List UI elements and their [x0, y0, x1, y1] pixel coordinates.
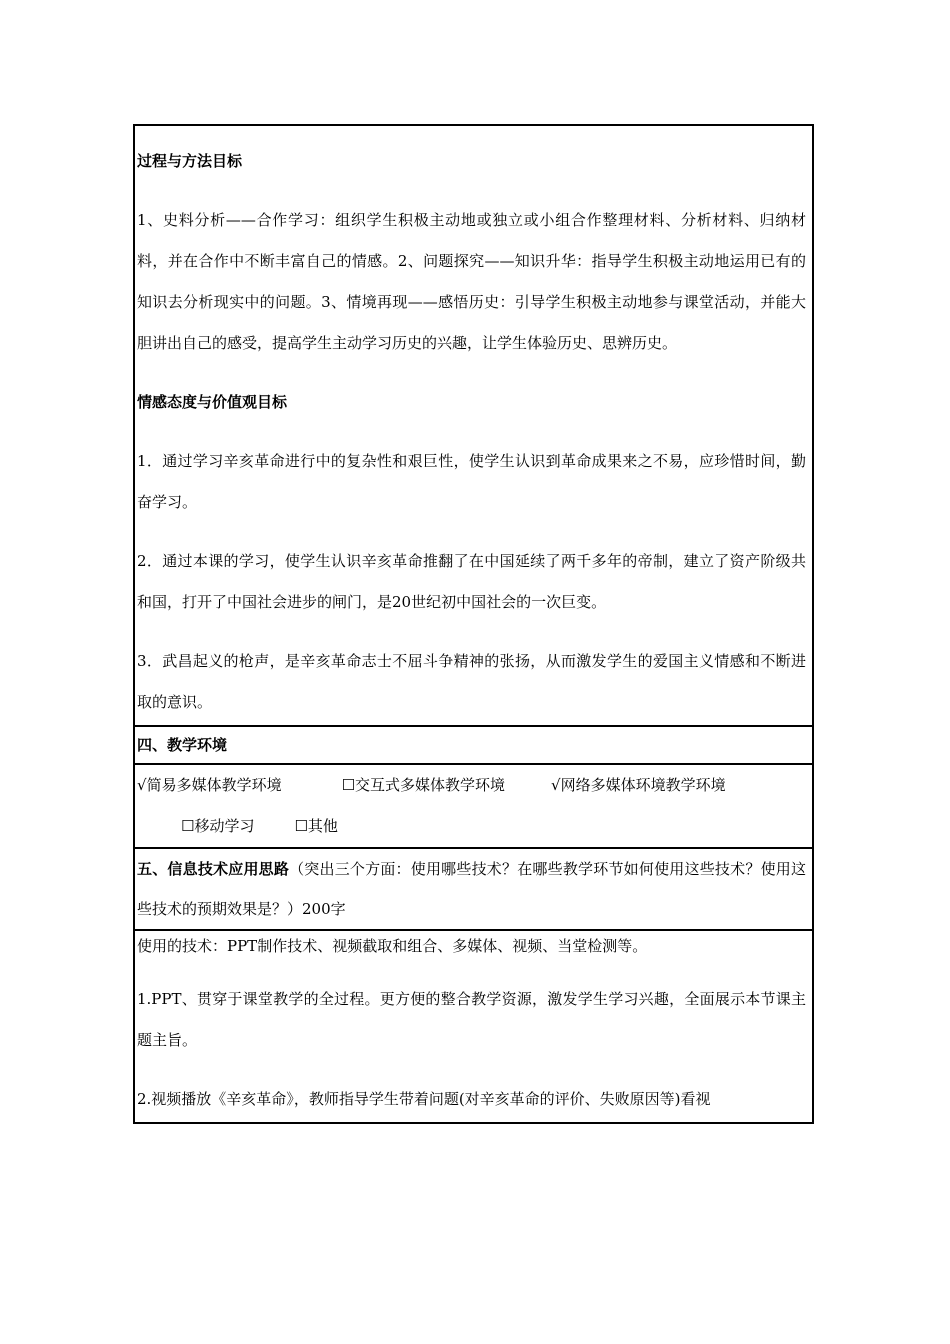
- check-mark-icon: √: [551, 776, 561, 794]
- process-method-text: 1、史料分析——合作学习：组织学生积极主动地或独立或小组合作整理材料、分析材料、归纳材料，并在合作中不断丰富自己的情感。2、问题探究——知识升华：指导学生积极主动地运用已有的知识去分析现实中的问题。3、情境再现——感悟历史：引导学生积极主动地参与课堂活动，并能大胆讲出自己的感受，提高学生主动学习历史的兴趣，让学生体验历史、思辨历史。: [137, 211, 806, 352]
- section5-note: （突出三个方面：使用哪些技术？在哪些教学环节如何使用这些技术？使用这些技术的预期效果是？）200字: [137, 860, 806, 918]
- section4-options-cell: [135, 765, 812, 849]
- tech-item-2: 2.视频播放《辛亥革命》，教师指导学生带着问题(对辛亥革命的评价、失败原因等)看视: [137, 1090, 711, 1108]
- section5-title-cell: [135, 849, 812, 931]
- section5-content-cell: [135, 931, 812, 1122]
- emotion-item-1: 1．通过学习辛亥革命进行中的复杂性和艰巨性，使学生认识到革命成果来之不易，应珍惜时间，勤奋学习。: [137, 452, 806, 511]
- emotion-item-2: 2．通过本课的学习，使学生认识辛亥革命推翻了在中国延续了两千多年的帝制，建立了资产阶级共和国，打开了中国社会进步的闸门，是20世纪初中国社会的一次巨变。: [137, 552, 806, 611]
- objectives-cell: [135, 126, 812, 727]
- option-other[interactable]: ☐其他: [294, 817, 338, 835]
- option-interactive-multimedia[interactable]: ☐交互式多媒体教学环境: [341, 776, 506, 794]
- check-mark-icon: √: [137, 776, 147, 794]
- tech-item-1: 1.PPT、贯穿于课堂教学的全过程。更方便的整合教学资源，激发学生学习兴趣，全面展示本节课主题主旨。: [137, 990, 806, 1049]
- checkbox-empty-icon: ☐: [341, 776, 356, 794]
- document-table: [133, 124, 814, 1124]
- section4-title-cell: [135, 727, 812, 765]
- section4-title: 四、教学环境: [137, 736, 228, 754]
- option-mobile-learning[interactable]: ☐移动学习: [181, 817, 255, 835]
- section5-header: [137, 849, 806, 929]
- emotion-values-heading: 情感态度与价值观目标: [137, 393, 288, 411]
- option-network-multimedia[interactable]: √网络多媒体环境教学环境: [551, 776, 726, 794]
- tech-used-paragraph: 使用的技术：PPT制作技术、视频截取和组合、多媒体、视频、当堂检测等。: [137, 937, 648, 955]
- section5-title: 五、信息技术应用思路: [137, 860, 290, 878]
- checkbox-empty-icon: ☐: [181, 817, 195, 835]
- option-simple-multimedia[interactable]: √简易多媒体教学环境: [137, 776, 282, 794]
- checkbox-empty-icon: ☐: [294, 817, 308, 835]
- teaching-environment-options: [137, 765, 806, 847]
- process-method-heading: 过程与方法目标: [137, 152, 243, 170]
- emotion-item-3: 3．武昌起义的枪声，是辛亥革命志士不屈斗争精神的张扬，从而激发学生的爱国主义情感和不断进取的意识。: [137, 652, 806, 711]
